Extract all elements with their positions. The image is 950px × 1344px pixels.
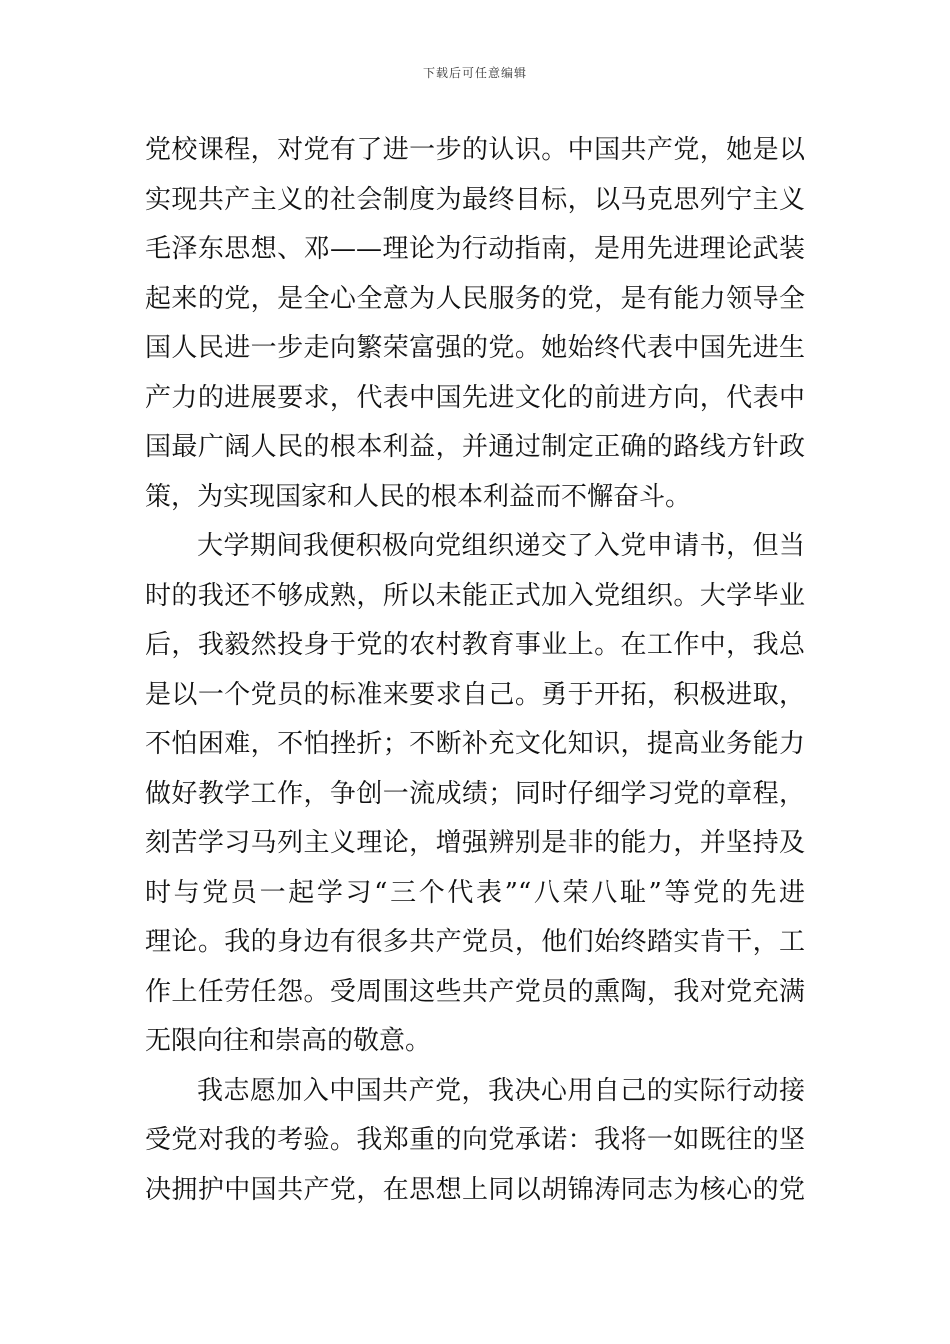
document-body [145, 126, 805, 1215]
text-line: 无限向往和崇高的敬意。 [145, 1026, 432, 1056]
paragraph [145, 126, 805, 522]
text-line: 作上任劳任怨。受周围这些共产党员的熏陶，我对党充满 [145, 976, 805, 1007]
text-line: 我志愿加入中国共产党，我决心用自己的实际行动接 [197, 1075, 805, 1106]
paragraph [145, 1067, 805, 1216]
text-line: 时的我还不够成熟，所以未能正式加入党组织。大学毕业 [145, 580, 805, 611]
text-line: 产力的进展要求，代表中国先进文化的前进方向，代表中 [145, 382, 805, 413]
text-line: 做好教学工作，争创一流成绩；同时仔细学习党的章程， [145, 778, 805, 809]
text-line: 刻苦学习马列主义理论，增强辨别是非的能力，并坚持及 [145, 828, 805, 858]
text-line: 受党对我的考验。我郑重的向党承诺：我将一如既往的坚 [145, 1125, 805, 1155]
text-line: 是以一个党员的标准来要求自己。勇于开拓，积极进取， [145, 679, 805, 710]
text-line: 毛泽东思想、邓——理论为行动指南，是用先进理论武装 [145, 234, 805, 264]
text-line: 实现共产主义的社会制度为最终目标，以马克思列宁主义 [145, 184, 805, 215]
text-line: 后，我毅然投身于党的农村教育事业上。在工作中，我总 [145, 630, 805, 660]
text-line: 不怕困难，不怕挫折；不断补充文化知识，提高业务能力 [145, 729, 805, 759]
text-line: 大学期间我便积极向党组织递交了入党申请书，但当 [197, 531, 805, 561]
page-header: 下载后可任意编辑 [422, 66, 527, 80]
text-line: 决拥护中国共产党，在思想上同以胡锦涛同志为核心的党 [145, 1174, 805, 1205]
text-line: 策，为实现国家和人民的根本利益而不懈奋斗。 [145, 481, 692, 512]
text-line: 党校课程，对党有了进一步的认识。中国共产党，她是以 [145, 135, 805, 165]
text-line: 起来的党，是全心全意为人民服务的党，是有能力领导全 [145, 283, 805, 314]
text-line: 理论。我的身边有很多共产党员，他们始终踏实肯干，工 [145, 927, 805, 957]
text-line: 时与党员一起学习“三个代表”“八荣八耻”等党的先进 [145, 877, 805, 908]
text-line: 国人民进一步走向繁荣富强的党。她始终代表中国先进生 [145, 333, 805, 363]
text-line: 国最广阔人民的根本利益，并通过制定正确的路线方针政 [145, 432, 805, 462]
paragraph [145, 522, 805, 1067]
